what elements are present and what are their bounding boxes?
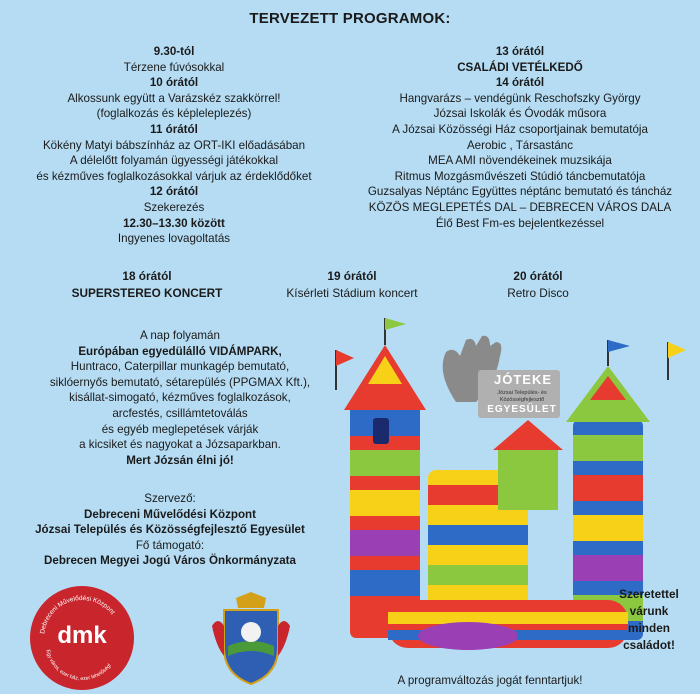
morning-program: [4, 44, 344, 247]
program-line: 14 órától: [495, 76, 545, 90]
program-line: Aerobic , Társastánc: [466, 138, 574, 152]
program-line: Szekerezés: [143, 200, 205, 214]
welcome-message: [600, 586, 698, 654]
joteke-subtitle-2: EGYESÜLET: [487, 404, 557, 415]
program-line: 12 órától: [149, 185, 199, 199]
program-line: Kökény Matyi bábszínház az ORT-IKI előadásában: [42, 138, 306, 152]
evening-time: 20 órától: [513, 269, 563, 283]
daytime-line: Európában egyedülálló VIDÁMPARK,: [78, 344, 282, 358]
svg-text:Egy város, ezer ház, ezer lehe: [45, 649, 113, 682]
evening-event: Kísérleti Stádium koncert: [286, 286, 418, 300]
program-line: CSALÁDI VETÉLKEDŐ: [457, 60, 583, 74]
program-line: Hangvarázs – vendégünk Reschofszky György: [399, 91, 641, 105]
program-line: 10 órától: [149, 76, 199, 90]
daytime-line: kisállat-simogató, kézműves foglalkozások,: [69, 391, 291, 405]
program-line: 11 órától: [150, 122, 198, 136]
daytime-program: [30, 328, 330, 468]
evening-item-1: [52, 268, 242, 302]
joteke-subtitle: Józsai Település- és Közösségfejlesztő: [497, 390, 547, 403]
organizer-line: Józsai Település és Közösségfejlesztő Egyesület: [35, 523, 305, 537]
program-line: (foglalkozás és képleleplezés): [96, 107, 252, 121]
welcome-line: családot!: [623, 638, 675, 652]
program-line: Ritmus Mozgásművészeti Stúdió táncbemutatója: [394, 169, 646, 183]
program-line: 12.30–13.30 között: [123, 216, 225, 230]
footer-note: A programváltozás jogát fenntartjuk!: [397, 674, 583, 687]
program-line: A Józsai Közösségi Ház csoportjainak bemutatója: [392, 122, 648, 136]
program-line: és kézműves foglalkozásokkal várjuk az érdeklődőket: [36, 169, 312, 183]
evening-time: 19 órától: [327, 269, 377, 283]
daytime-line: arcfestés, csillámtetoválás: [112, 406, 248, 420]
welcome-line: Szeretettel: [619, 587, 679, 601]
organizer-line: Debreceni Művelődési Központ: [84, 507, 256, 521]
daytime-line: a kicsiket és nagyokat a Józsaparkban.: [79, 438, 281, 452]
program-line: Alkossunk együtt a Varázskéz szakkörrel!: [67, 91, 281, 105]
evening-time: 18 órától: [122, 269, 172, 283]
daytime-line: A nap folyamán: [140, 329, 220, 342]
dmk-ring-text: Debreceni Művelődési Központ: [39, 594, 116, 635]
program-line: MEA AMI növendékeinek muzsikája: [428, 154, 612, 168]
debrecen-coat-of-arms-icon: [206, 586, 296, 690]
evening-event: SUPERSTEREO KONCERT: [71, 286, 223, 300]
program-line: A délelőtt folyamán ügyességi játékokkal: [69, 154, 279, 168]
welcome-line: várunk: [629, 604, 669, 618]
dmk-ring-bottom-text: Egy város, ezer ház, ezer lehetőség!: [44, 649, 113, 683]
program-line: 13 órától: [495, 45, 545, 58]
joteke-logo: [426, 332, 566, 424]
dmk-logo-text: dmk: [57, 622, 107, 649]
afternoon-program: [340, 44, 700, 231]
program-line: Guzsalyas Néptánc Együttes néptánc bemutató és táncház: [367, 185, 673, 199]
daytime-line: Mert Józsán élni jó!: [126, 453, 234, 467]
organizer-line: Debrecen Megyei Jogú Város Önkormányzata: [44, 554, 296, 568]
program-line: Józsai Iskolák és Óvodák műsora: [433, 107, 607, 121]
joteke-name: JÓTEKE: [493, 372, 552, 387]
program-line: Térzene fúvósokkal: [123, 60, 225, 74]
organizer-line: Fő támogató:: [135, 538, 205, 552]
evening-event: Retro Disco: [507, 286, 569, 300]
daytime-line: siklóernyős bemutató, sétarepülés (PPGMAX Kft.),: [49, 375, 311, 389]
program-line: Ingyenes lovagoltatás: [117, 232, 231, 246]
dmk-logo: [30, 586, 134, 690]
daytime-line: Huntraco, Caterpillar munkagép bemutató,: [70, 360, 290, 374]
page-title: TERVEZETT PROGRAMOK:: [249, 10, 451, 27]
organizer-line: Szervező:: [144, 492, 196, 505]
program-line: KÖZÖS MEGLEPETÉS DAL – DEBRECEN VÁROS DALA: [368, 200, 672, 214]
organizers-block: [0, 491, 340, 569]
daytime-line: és egyéb meglepetések várják: [101, 422, 259, 436]
evening-item-3: [478, 268, 598, 302]
program-line: 9.30-tól: [153, 45, 195, 58]
evening-item-2: [262, 268, 442, 302]
welcome-line: minden: [628, 621, 670, 635]
program-line: Élő Best Fm-es bejelentkezéssel: [435, 216, 605, 230]
